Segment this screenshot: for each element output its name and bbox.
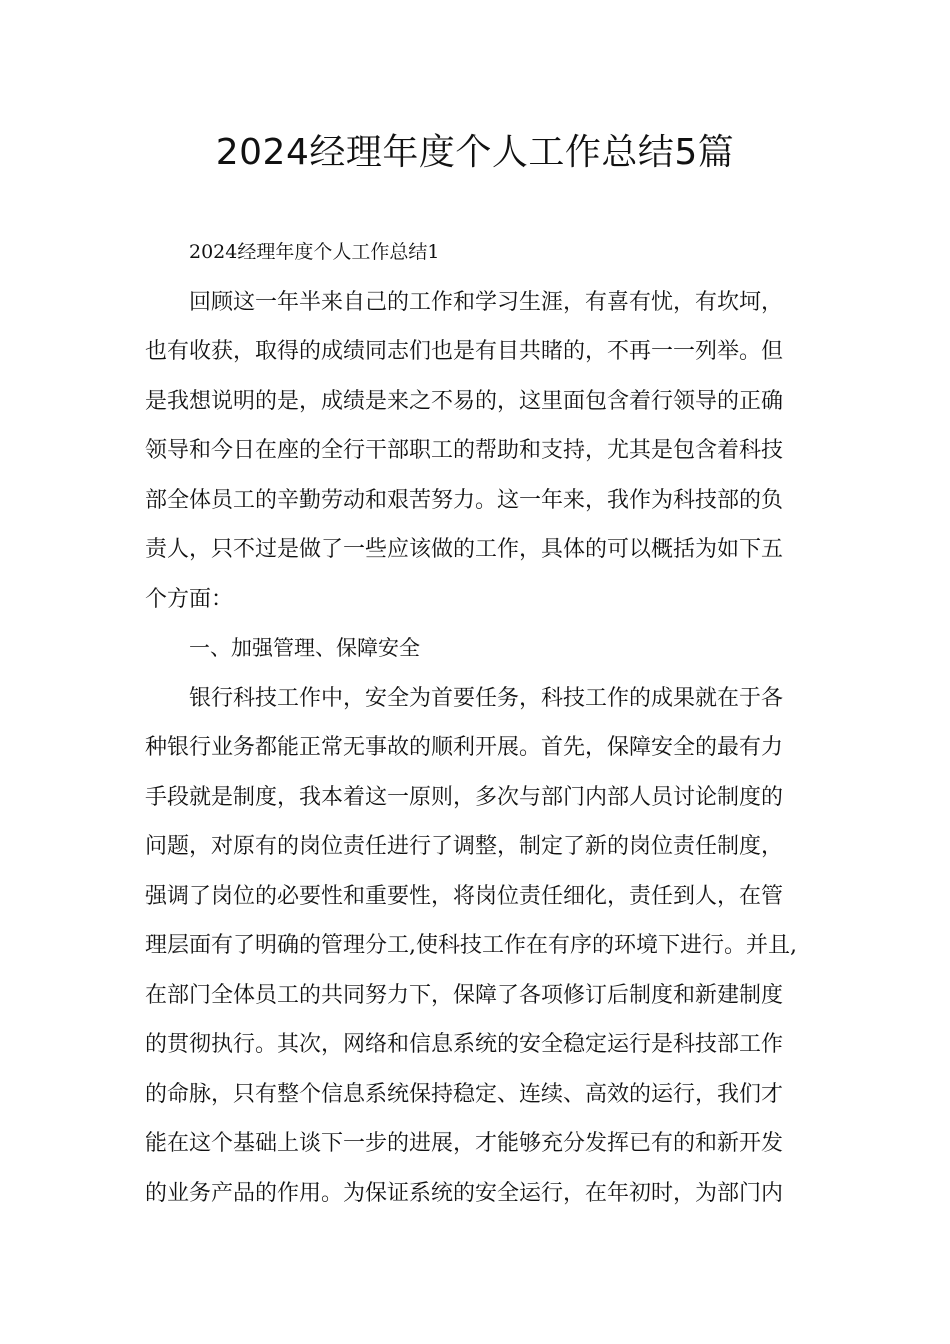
paragraph-line: 的贯彻执行。其次，网络和信息系统的安全稳定运行是科技部工作	[145, 1032, 784, 1057]
paragraph-line: 责人，只不过是做了一些应该做的工作，具体的可以概括为如下五	[145, 537, 784, 562]
paragraph-line: 部全体员工的辛勤劳动和艰苦努力。这一年来，我作为科技部的负	[145, 487, 784, 513]
document-title: 2024经理年度个人工作总结5篇	[215, 132, 735, 173]
paragraph-line: 手段就是制度，我本着这一原则，多次与部门内部人员讨论制度的	[145, 784, 784, 810]
document-body	[145, 228, 825, 1218]
paragraph-line: 种银行业务都能正常无事故的顺利开展。首先，保障安全的最有力	[145, 735, 784, 760]
paragraph-line: 个方面：	[145, 586, 234, 612]
paragraph-line: 是我想说明的是，成绩是来之不易的，这里面包含着行领导的正确	[145, 388, 784, 414]
paragraph-line: 的命脉，只有整个信息系统保持稳定、连续、高效的运行，我们才	[145, 1081, 784, 1107]
paragraph-line: 在部门全体员工的共同努力下，保障了各项修订后制度和新建制度	[145, 982, 784, 1008]
paragraph-line: 强调了岗位的必要性和重要性，将岗位责任细化，责任到人，在管	[145, 883, 784, 909]
paragraph-line: 领导和今日在座的全行干部职工的帮助和支持，尤其是包含着科技	[145, 438, 784, 463]
paragraph-line: 也有收获，取得的成绩同志们也是有目共睹的，不再一一列举。但	[145, 339, 784, 364]
paragraph-line: 能在这个基础上谈下一步的进展，才能够充分发挥已有的和新开发	[145, 1131, 784, 1156]
paragraph-line: 问题，对原有的岗位责任进行了调整，制定了新的岗位责任制度，	[145, 834, 784, 859]
section-heading: 一、加强管理、保障安全	[189, 636, 420, 660]
paragraph-line: 回顾这一年半来自己的工作和学习生涯，有喜有忧，有坎坷，	[189, 289, 784, 315]
section-subtitle: 2024经理年度个人工作总结1	[189, 241, 440, 263]
paragraph-line: 理层面有了明确的管理分工,使科技工作在有序的环境下进行。并且,	[145, 933, 797, 958]
paragraph-line: 银行科技工作中，安全为首要任务，科技工作的成果就在于各	[189, 685, 784, 711]
paragraph-line: 的业务产品的作用。为保证系统的安全运行，在年初时，为部门内	[145, 1180, 784, 1206]
